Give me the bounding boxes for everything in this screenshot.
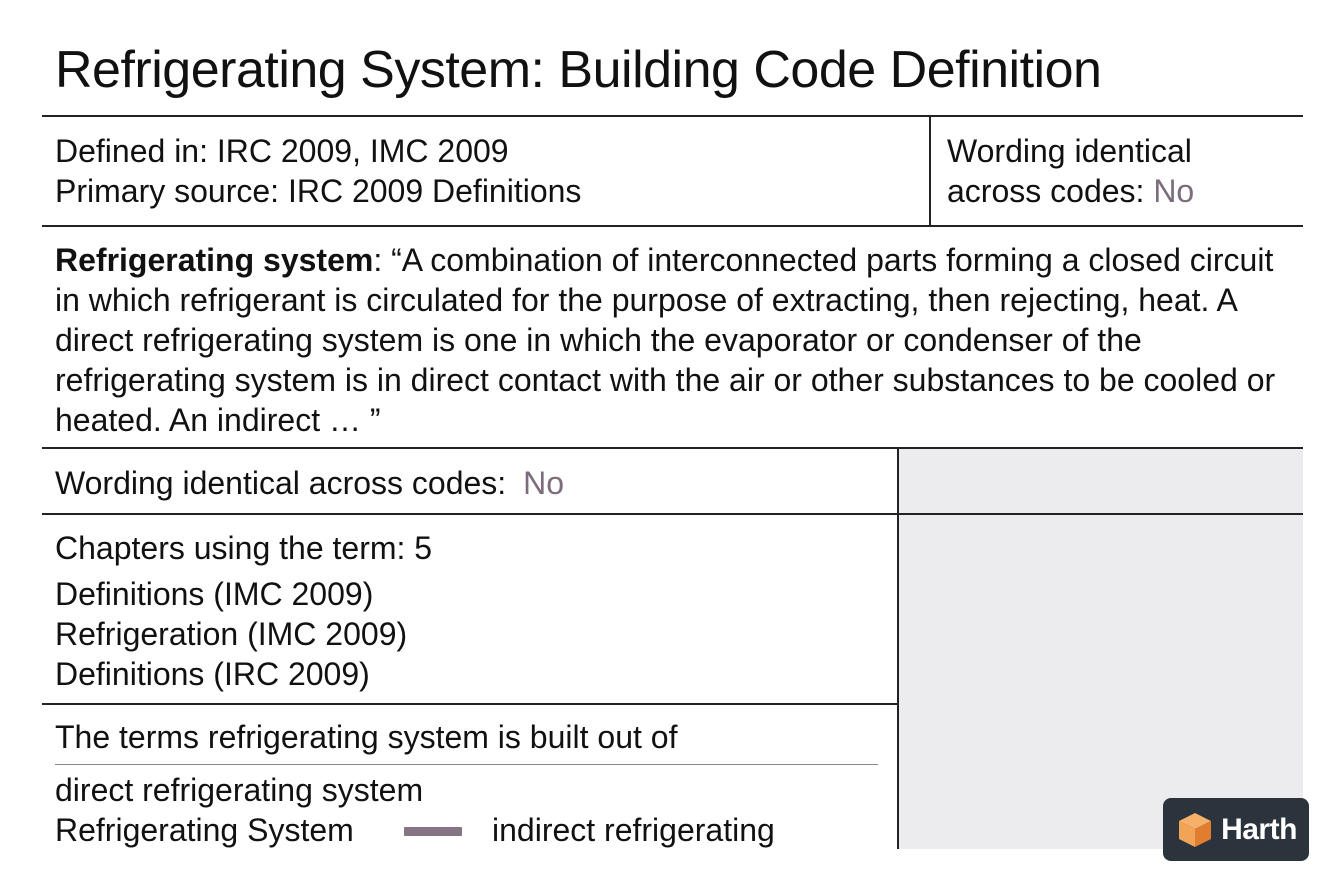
identical-label: across codes: (947, 173, 1154, 209)
definition-body: : “A combination of interconnected parts forming a closed circuit in which refrigerant is circulated for the purpose of extracting, then rejecting, heat. A direct refrigerating system is one in which the evaporator or condenser of the refrigerating system is in direct contact with the air or other substances to be cooled or heated. An indirect … ” (55, 242, 1276, 438)
identical-line1: Wording identical (947, 133, 1192, 169)
identical-line2 (947, 171, 1194, 211)
component-indirect: indirect refrigerating (492, 812, 775, 848)
defined-in: Defined in: IRC 2009, IMC 2009 (55, 133, 509, 169)
component-direct: direct refrigerating system (55, 772, 424, 808)
wording-row (55, 463, 564, 503)
chapter-item: Refrigeration (IMC 2009) (55, 616, 408, 652)
panel-divider (897, 448, 899, 849)
rule-wording-bottom (42, 513, 1303, 515)
connector-dash (404, 827, 462, 836)
side-panel (899, 449, 1303, 849)
rule-summary-bottom (42, 225, 1303, 227)
rule-chapters-bottom (42, 703, 898, 705)
summary-divider (929, 116, 931, 226)
chapters-label: Chapters using the term: 5 (55, 530, 433, 566)
component-root: Refrigerating System (55, 812, 354, 848)
identical-value: No (1153, 173, 1195, 209)
page-title: Refrigerating System: Building Code Definition (55, 41, 1102, 99)
cube-icon (1175, 810, 1215, 850)
definition-term: Refrigerating system (55, 242, 374, 278)
logo-text: Harth (1221, 812, 1297, 846)
chapter-item: Definitions (IMC 2009) (55, 576, 374, 612)
definition-text (55, 240, 1285, 440)
harth-logo (1163, 798, 1309, 861)
wording-label: Wording identical across codes: (55, 465, 516, 501)
built-from-underline (55, 764, 878, 765)
built-from-heading: The terms refrigerating system is built out of (55, 719, 678, 755)
wording-value: No (523, 465, 564, 501)
rule-top (42, 115, 1303, 117)
chapter-item: Definitions (IRC 2009) (55, 656, 370, 692)
primary-source: Primary source: IRC 2009 Definitions (55, 173, 582, 209)
